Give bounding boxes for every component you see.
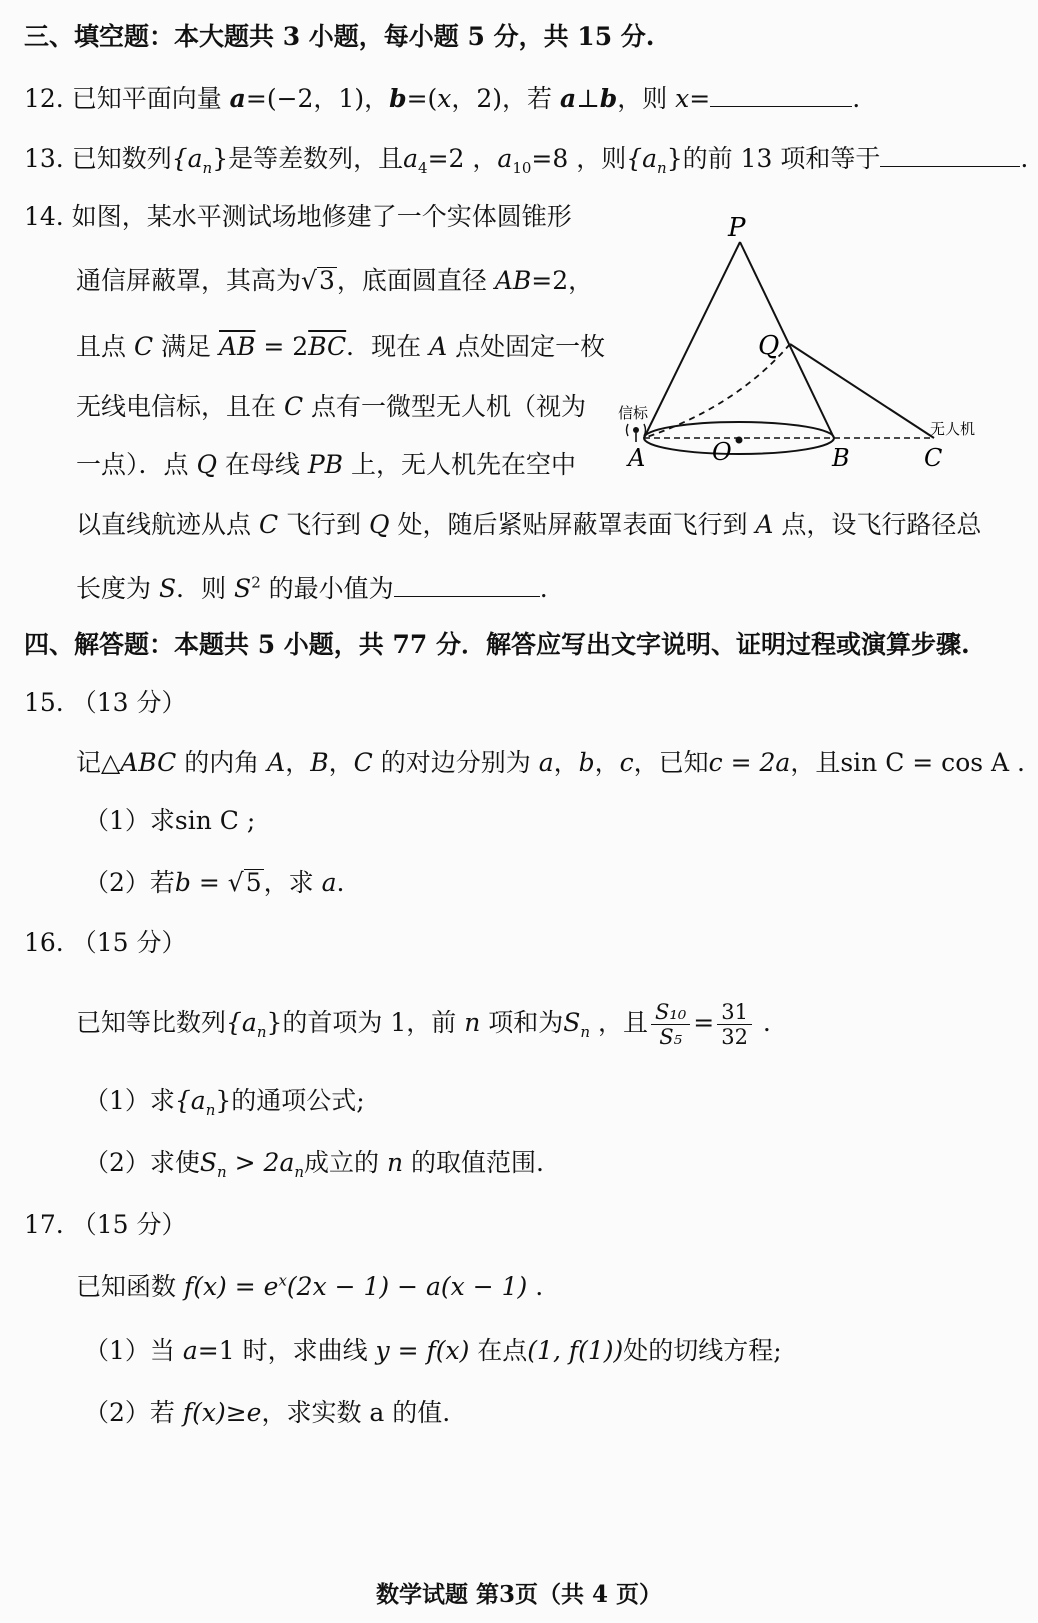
text: 处，随后紧贴屏蔽罩表面飞行到 bbox=[389, 510, 756, 539]
text: （2）求使 bbox=[84, 1148, 200, 1177]
text: ，求 bbox=[263, 868, 322, 897]
text: = bbox=[693, 1008, 715, 1037]
subscript: n bbox=[657, 159, 667, 177]
question-16-part-2 bbox=[84, 1146, 544, 1180]
text: 在点 bbox=[469, 1336, 528, 1365]
label-p: P bbox=[728, 213, 746, 243]
var: S bbox=[199, 1148, 218, 1177]
text: 如图，某水平测试场地修建了一个实体圆锥形 bbox=[71, 202, 572, 231]
var-x: x bbox=[675, 84, 690, 113]
text: 已知平面向量 bbox=[71, 84, 230, 113]
text: =1 时，求曲线 bbox=[197, 1336, 376, 1365]
question-14-line-6 bbox=[76, 508, 981, 542]
question-14-line-4 bbox=[76, 390, 586, 424]
text: = bbox=[190, 868, 228, 897]
text: 上，无人机先在空中 bbox=[343, 450, 577, 479]
question-17-part-1 bbox=[84, 1334, 782, 1368]
text: = bbox=[689, 84, 711, 113]
question-17-part-2 bbox=[84, 1396, 450, 1430]
var: C bbox=[258, 510, 279, 539]
text: 的取值范围. bbox=[403, 1148, 545, 1177]
condition: c = 2a bbox=[708, 748, 791, 777]
question-15-head: 15. （13 分） bbox=[24, 688, 187, 717]
numerator: 31 bbox=[717, 1000, 752, 1025]
text: ，且 bbox=[790, 748, 841, 777]
text: }的通项公式; bbox=[215, 1086, 365, 1115]
label-b: B bbox=[832, 444, 850, 472]
superscript: 2 bbox=[251, 573, 261, 592]
vector-b: b bbox=[389, 84, 407, 113]
text: ，已知 bbox=[633, 748, 709, 777]
question-16-head: 16. （15 分） bbox=[24, 928, 187, 957]
var: S bbox=[234, 574, 252, 603]
text: 处的切线方程; bbox=[623, 1336, 782, 1365]
var: a bbox=[321, 868, 337, 897]
text: 记△ bbox=[76, 748, 121, 777]
text: =(−2，1)， bbox=[245, 84, 390, 113]
label-a: A bbox=[628, 444, 646, 472]
var: b bbox=[578, 748, 595, 777]
var: ABC bbox=[120, 748, 177, 777]
text: （2）若 bbox=[84, 1398, 183, 1427]
denominator: 32 bbox=[721, 1025, 748, 1049]
text: 成立的 bbox=[304, 1148, 387, 1177]
text: 的首项为 1，前 bbox=[282, 1008, 465, 1037]
text: 点处固定一枚 bbox=[447, 332, 606, 361]
var: n bbox=[387, 1148, 404, 1177]
question-16-stem bbox=[76, 1000, 771, 1049]
text: . bbox=[336, 868, 345, 897]
text: （1）求 bbox=[84, 806, 175, 835]
vector-a: a bbox=[560, 84, 577, 113]
var: n bbox=[464, 1008, 481, 1037]
text: ， bbox=[285, 748, 311, 777]
var: a bbox=[182, 1336, 198, 1365]
text: 已知等比数列 bbox=[76, 1008, 227, 1037]
text: 飞行到 bbox=[278, 510, 369, 539]
text: 的前 13 项和等于 bbox=[682, 144, 881, 173]
text: =2 ， bbox=[427, 144, 498, 173]
vector-ab: $\overline{AB}$ bbox=[219, 332, 256, 361]
var: B bbox=[310, 748, 329, 777]
question-12 bbox=[24, 80, 860, 116]
text: （2）若 bbox=[84, 868, 175, 897]
sequence: {a bbox=[226, 1008, 257, 1037]
text: 已知数列 bbox=[71, 144, 172, 173]
superscript: x bbox=[278, 1271, 287, 1290]
question-13 bbox=[24, 140, 1028, 176]
text: ， bbox=[328, 748, 354, 777]
vector-bc: $\overline{BC}$ bbox=[308, 332, 347, 361]
text: 点有一微型无人机（视为 bbox=[303, 392, 587, 421]
period: . bbox=[754, 1008, 771, 1037]
var: PB bbox=[307, 450, 344, 479]
brace: } bbox=[212, 144, 229, 173]
expression: > 2a bbox=[226, 1148, 295, 1177]
period: . bbox=[1009, 748, 1025, 777]
text: ， bbox=[553, 748, 579, 777]
term-a10: a bbox=[497, 144, 513, 173]
text: 项和为 bbox=[480, 1008, 564, 1037]
generatrix-pa bbox=[644, 242, 740, 438]
text: ， bbox=[594, 748, 620, 777]
numerator: S₁₀ bbox=[651, 1000, 690, 1025]
period: . bbox=[539, 574, 548, 603]
var: A bbox=[755, 510, 774, 539]
text: ，底面圆直径 bbox=[336, 266, 495, 295]
question-14-line-2: 通信屏蔽罩，其高为√3，底面圆直径 AB=2， bbox=[76, 266, 594, 295]
sequence: {a bbox=[626, 144, 658, 173]
question-number: 12. bbox=[24, 84, 64, 113]
question-14-line-7 bbox=[76, 570, 548, 606]
term-a4: a bbox=[403, 144, 419, 173]
brace: } bbox=[666, 144, 683, 173]
period: . bbox=[852, 84, 861, 113]
expression: (1, f(1)) bbox=[527, 1336, 624, 1365]
label-beacon: 信标 bbox=[618, 404, 649, 422]
var: S bbox=[158, 574, 177, 603]
question-15-part-2: （2）若b = √5，求 a. bbox=[84, 868, 345, 897]
subscript: n bbox=[580, 1023, 591, 1041]
question-14-line-1 bbox=[24, 200, 572, 234]
text: 的对边分别为 bbox=[372, 748, 539, 777]
cone-figure bbox=[616, 212, 996, 492]
expression: y = f(x) bbox=[375, 1336, 470, 1365]
text: 通信屏蔽罩，其高为 bbox=[76, 266, 302, 295]
text: =8 ，则 bbox=[531, 144, 627, 173]
center-point bbox=[736, 437, 743, 444]
text: =2， bbox=[531, 266, 594, 295]
var: A bbox=[267, 748, 286, 777]
answer-blank[interactable] bbox=[394, 570, 540, 597]
section-4-header: 四、解答题：本题共 5 小题，共 77 分．解答应写出文字说明、证明过程或演算步骤. bbox=[24, 630, 970, 659]
answer-blank[interactable] bbox=[880, 140, 1020, 167]
generatrix-pb bbox=[740, 242, 834, 438]
sequence: {a bbox=[171, 144, 203, 173]
condition: sin C = cos A bbox=[840, 748, 1010, 777]
text: 满足 bbox=[153, 332, 219, 361]
brace: } bbox=[266, 1008, 283, 1037]
subscript: 10 bbox=[512, 159, 532, 177]
function: f(x) = e bbox=[183, 1272, 279, 1301]
fraction-s10-s5 bbox=[651, 1000, 690, 1049]
text: ，2)，若 bbox=[451, 84, 560, 113]
answer-blank[interactable] bbox=[710, 80, 852, 107]
text: 已知函数 bbox=[76, 1272, 184, 1301]
vector-a: a bbox=[229, 84, 246, 113]
sequence: {a bbox=[174, 1086, 206, 1115]
period: . bbox=[527, 1272, 544, 1301]
expression: f(x)≥e bbox=[182, 1398, 262, 1427]
text: ，求实数 a 的值. bbox=[261, 1398, 451, 1427]
subscript: n bbox=[256, 1023, 267, 1041]
question-17-stem bbox=[76, 1270, 543, 1304]
text: 一点）．点 bbox=[76, 450, 197, 479]
var: C bbox=[283, 392, 304, 421]
var-x: x bbox=[437, 84, 452, 113]
text: 点，设飞行路径总 bbox=[773, 510, 982, 539]
question-17-head: 17. （15 分） bbox=[24, 1210, 187, 1239]
perp-symbol: ⊥ bbox=[576, 84, 600, 113]
question-number: 13. bbox=[24, 144, 64, 173]
function: (2x − 1) − a(x − 1) bbox=[286, 1272, 528, 1301]
question-14-line-3 bbox=[76, 330, 605, 364]
text: 是等差数列，且 bbox=[228, 144, 404, 173]
label-o: O bbox=[712, 438, 732, 466]
text: （1）当 bbox=[84, 1336, 183, 1365]
label-c: C bbox=[924, 444, 943, 472]
text: =( bbox=[406, 84, 438, 113]
var: C bbox=[133, 332, 154, 361]
question-15-part-1 bbox=[84, 804, 255, 838]
period: . bbox=[1020, 144, 1029, 173]
text: 在母线 bbox=[216, 450, 308, 479]
sqrt: 3 bbox=[318, 266, 335, 295]
vector-b: b bbox=[599, 84, 618, 113]
text: ．现在 bbox=[346, 332, 430, 361]
text: 以直线航迹从点 bbox=[76, 510, 259, 539]
subscript: n bbox=[217, 1163, 227, 1181]
page-footer: 数学试题 第3页（共 4 页） bbox=[375, 1581, 663, 1608]
question-15-stem bbox=[76, 746, 1025, 780]
text: 的最小值为 bbox=[260, 574, 394, 603]
text: （1）求 bbox=[84, 1086, 175, 1115]
text: 的内角 bbox=[176, 748, 268, 777]
var: c bbox=[619, 748, 634, 777]
var: AB bbox=[494, 266, 532, 295]
question-16-part-1 bbox=[84, 1084, 365, 1118]
text: ，则 bbox=[617, 84, 676, 113]
var: C bbox=[353, 748, 373, 777]
text: 长度为 bbox=[76, 574, 159, 603]
question-14-line-5 bbox=[76, 448, 576, 482]
text: ; bbox=[238, 806, 256, 835]
var: S bbox=[563, 1008, 581, 1037]
label-q: Q bbox=[758, 331, 780, 361]
subscript: n bbox=[202, 159, 213, 177]
text: 无线电信标，且在 bbox=[76, 392, 284, 421]
var: Q bbox=[369, 510, 390, 539]
text: = 2 bbox=[255, 332, 309, 361]
expression: sin C bbox=[174, 806, 239, 835]
var: a bbox=[538, 748, 554, 777]
beacon-icon bbox=[627, 424, 646, 442]
var: A bbox=[429, 332, 448, 361]
var: b bbox=[174, 868, 191, 897]
section-3-header: 三、填空题：本大题共 3 小题，每小题 5 分，共 15 分. bbox=[24, 22, 655, 51]
text: ，且 bbox=[590, 1008, 649, 1037]
denominator: S₅ bbox=[659, 1025, 683, 1049]
label-drone: 无人机 bbox=[930, 420, 976, 438]
text: ．则 bbox=[176, 574, 235, 603]
subscript: n bbox=[294, 1163, 305, 1181]
subscript: n bbox=[205, 1101, 216, 1119]
question-number: 14. bbox=[24, 202, 64, 231]
text: 且点 bbox=[76, 332, 134, 361]
sqrt: 5 bbox=[245, 868, 262, 897]
subscript: 4 bbox=[418, 159, 428, 177]
fraction-31-32 bbox=[717, 1000, 752, 1049]
var: Q bbox=[196, 450, 217, 479]
